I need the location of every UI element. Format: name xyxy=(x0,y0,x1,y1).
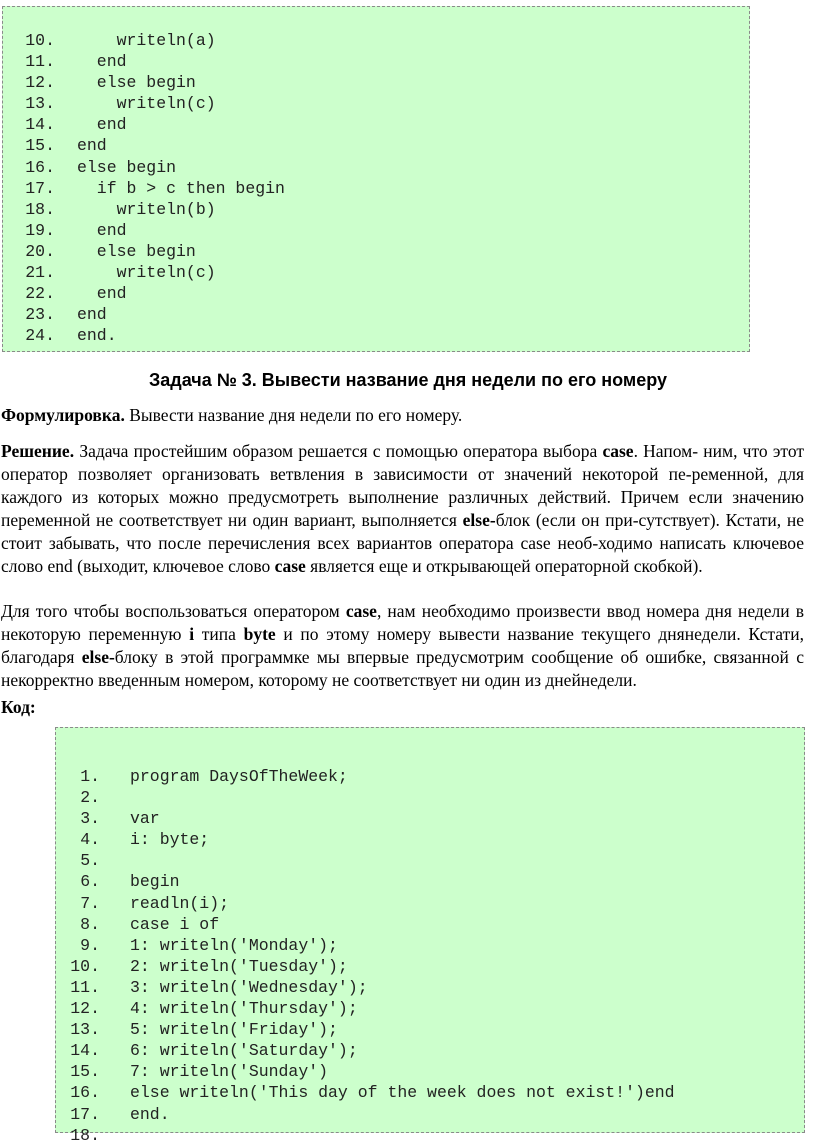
keyword-i: i xyxy=(189,624,195,644)
code-line xyxy=(3,30,749,51)
code-line xyxy=(3,93,749,114)
keyword-else: else- xyxy=(462,510,496,530)
solution-text-3: блок (если он при-сутствует). Кстати, не стоит забывать, что после перечисления всех вариантов оператора case необ-ходимо написать ключевое слово end (выходит, ключевое слово xyxy=(1,510,804,576)
code-text: end xyxy=(77,284,127,304)
line-number: 13. xyxy=(70,1020,100,1040)
explanation-text-4: и по этому номеру вывести название текущего днянедели. Кстати, благодаря xyxy=(1,624,804,667)
code-text: end xyxy=(77,220,127,240)
code-text: end xyxy=(77,305,107,325)
explanation-text-2: , нам необходимо произвести ввод номера дня недели в некоторую переменную xyxy=(1,601,804,644)
line-number: 2. xyxy=(80,788,100,808)
keyword-byte: byte xyxy=(243,624,276,644)
code-text: 1: writeln('Monday'); xyxy=(130,935,338,955)
code-line xyxy=(56,1040,804,1061)
code-text xyxy=(100,1125,130,1146)
code-line xyxy=(56,956,804,977)
code-block-top xyxy=(2,6,750,352)
line-number: 7. xyxy=(80,893,100,913)
code-text: else writeln('This day of the week does not exist!')end xyxy=(130,1083,675,1103)
line-number: 16. xyxy=(25,157,55,177)
solution-paragraph xyxy=(1,440,804,578)
code-block-bottom xyxy=(55,727,805,1145)
task-heading: Задача № 3. Вывести название дня недели по его номеру xyxy=(148,370,667,390)
code-line xyxy=(3,72,749,93)
keyword-case: case xyxy=(274,556,306,576)
code-line xyxy=(3,157,749,178)
explanation-text-5: блоку в этой программке мы впервые предусмотрим сообщение об ошибке, связанной с некорректно введенным номером, которому не соответствует ни один из днейнедели. xyxy=(1,647,804,690)
line-number: 14. xyxy=(70,1041,100,1061)
code-line xyxy=(56,998,804,1019)
code-line xyxy=(56,1104,804,1125)
code-text: writeln(b) xyxy=(77,199,216,219)
code-text: 5: writeln('Friday'); xyxy=(130,1020,338,1040)
code-line xyxy=(3,262,749,283)
code-text: else begin xyxy=(77,157,177,177)
code-line xyxy=(56,1019,804,1040)
formulation-label: Формулировка. xyxy=(1,405,125,425)
line-number: 13. xyxy=(25,94,55,114)
line-number: 14. xyxy=(25,115,55,135)
code-line xyxy=(56,935,804,956)
code-line xyxy=(56,787,804,808)
code-text: else begin xyxy=(77,73,196,93)
code-text: if b > c then begin xyxy=(77,178,285,198)
code-line xyxy=(3,283,749,304)
code-line xyxy=(56,829,804,850)
code-line xyxy=(3,135,749,156)
code-line xyxy=(3,325,749,346)
line-number: 10. xyxy=(25,31,55,50)
code-text: 4: writeln('Thursday'); xyxy=(130,999,358,1019)
explanation-text-3: типа xyxy=(194,624,244,644)
line-number: 16. xyxy=(70,1083,100,1103)
line-number: 17. xyxy=(70,1104,100,1124)
formulation-paragraph xyxy=(1,404,804,427)
line-number: 12. xyxy=(25,73,55,93)
line-number: 22. xyxy=(25,284,55,304)
solution-label: Решение. xyxy=(1,441,75,461)
code-text: else begin xyxy=(77,241,196,261)
code-line xyxy=(3,178,749,199)
code-text: 7: writeln('Sunday') xyxy=(130,1062,329,1082)
keyword-case: case xyxy=(345,601,377,621)
line-number: 24. xyxy=(25,326,55,346)
code-text xyxy=(100,787,130,808)
code-line xyxy=(3,304,749,325)
code-text: end xyxy=(77,52,127,72)
code-text: i: byte; xyxy=(130,830,210,850)
line-number: 12. xyxy=(70,999,100,1019)
code-label: Код: xyxy=(1,697,36,717)
code-line xyxy=(3,51,749,72)
code-text: 3: writeln('Wednesday'); xyxy=(130,977,368,997)
line-number: 17. xyxy=(25,178,55,198)
line-number: 11. xyxy=(70,977,100,997)
code-line xyxy=(56,914,804,935)
solution-text-1: Задача простейшим образом решается с помощью оператора выбора xyxy=(74,441,603,461)
explanation-text-1: Для того чтобы воспользоваться оператором xyxy=(1,601,346,621)
keyword-case: case xyxy=(602,441,634,461)
code-text: end xyxy=(77,136,107,156)
code-text: end xyxy=(77,115,127,135)
line-number: 5. xyxy=(80,851,100,871)
code-text: writeln(a) xyxy=(77,31,216,50)
line-number: 18. xyxy=(70,1125,100,1145)
formulation-text: Вывести название дня недели по его номеру. xyxy=(124,405,463,425)
code-line xyxy=(3,241,749,262)
code-text: program DaysOfTheWeek; xyxy=(130,767,348,786)
code-line xyxy=(56,977,804,998)
code-text: writeln(c) xyxy=(77,263,216,283)
keyword-else: else- xyxy=(81,647,115,667)
code-line xyxy=(56,1082,804,1103)
explanation-paragraph xyxy=(1,600,804,692)
line-number: 10. xyxy=(70,956,100,976)
code-text: var xyxy=(130,809,160,829)
code-text: readln(i); xyxy=(130,893,230,913)
code-line xyxy=(56,1061,804,1082)
code-line xyxy=(56,808,804,829)
line-number: 6. xyxy=(80,872,100,892)
code-text: begin xyxy=(130,872,180,892)
line-number: 8. xyxy=(70,914,100,934)
code-text: 2: writeln('Tuesday'); xyxy=(130,956,348,976)
code-line xyxy=(3,114,749,135)
code-text: end. xyxy=(130,1104,170,1124)
code-text: writeln(c) xyxy=(77,94,216,114)
line-number: 21. xyxy=(25,263,55,283)
line-number: 1. xyxy=(80,767,100,786)
code-line xyxy=(56,1125,804,1146)
code-line xyxy=(3,199,749,220)
line-number: 15. xyxy=(25,136,55,156)
code-line xyxy=(56,871,804,892)
solution-text-4: является еще и открывающей операторной скобкой). xyxy=(305,556,703,576)
code-line xyxy=(3,220,749,241)
line-number: 19. xyxy=(25,220,55,240)
line-number: 9. xyxy=(70,935,100,955)
solution-text-2: . Напом- ним, что этот оператор позволяет организовать ветвления в зависимости от значений некоторой пе-ременной, для каждого из которых можно предусмотреть выполнение различных действий. Причем если значению переменной не соответствует ни один вариант, выполняется xyxy=(1,441,804,530)
line-number: 3. xyxy=(80,809,100,829)
code-text: 6: writeln('Saturday'); xyxy=(130,1041,358,1061)
code-text: case i of xyxy=(130,914,220,934)
line-number: 15. xyxy=(70,1062,100,1082)
code-line xyxy=(56,766,804,787)
code-text xyxy=(100,850,130,871)
code-text: end. xyxy=(77,326,117,346)
line-number: 20. xyxy=(25,241,55,261)
code-line xyxy=(56,893,804,914)
line-number: 11. xyxy=(25,52,55,72)
line-number: 18. xyxy=(25,199,55,219)
code-line xyxy=(56,850,804,871)
line-number: 4. xyxy=(80,830,100,850)
line-number: 23. xyxy=(25,305,55,325)
